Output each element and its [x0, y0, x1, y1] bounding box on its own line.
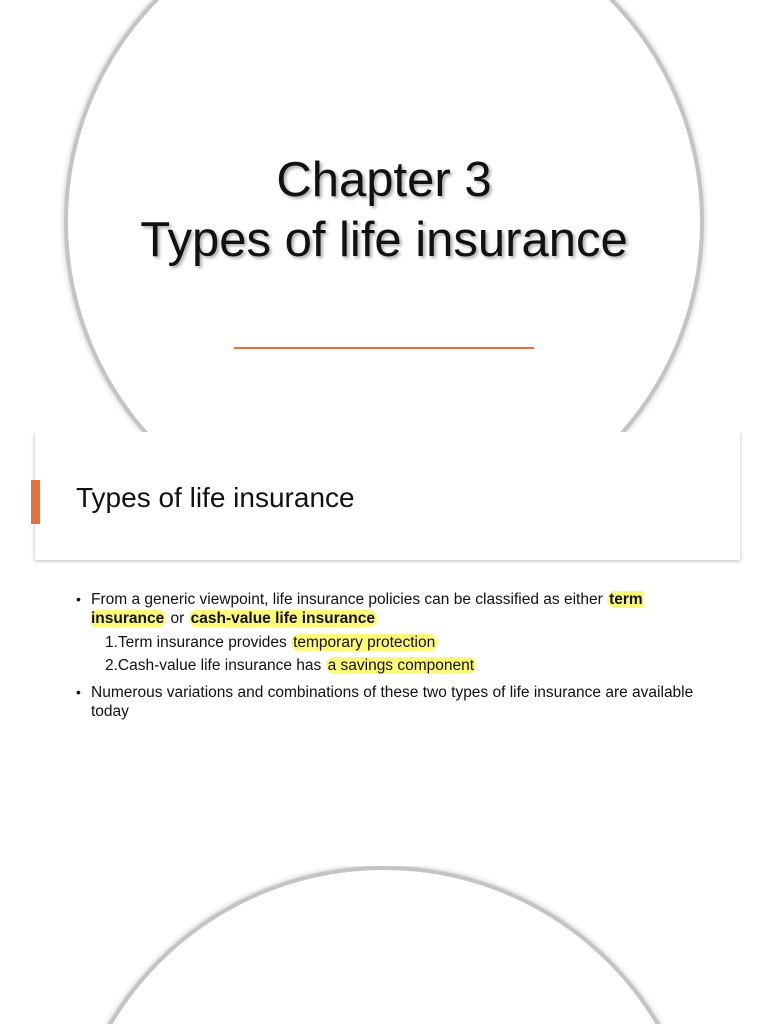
content-slide-title: Types of life insurance: [76, 482, 355, 513]
title-underline: [234, 347, 534, 349]
bullet-item-variations: • Numerous variations and combinations of these two types of life insurance are available today: [76, 683, 716, 721]
sub-item-term: [105, 631, 716, 654]
highlight-savings-component: a savings component: [327, 657, 475, 674]
bullet-item-classification: [76, 590, 716, 628]
content-slide: [0, 432, 768, 866]
numbered-sub-list: [76, 631, 716, 677]
sub-item-cash-value: [105, 654, 716, 677]
connector-text: or: [170, 610, 185, 627]
highlight-term-insurance: term insurance: [91, 591, 643, 627]
slide-title: [0, 150, 768, 270]
accent-bar: [31, 480, 40, 524]
bullet-list: [76, 590, 716, 721]
title-line-chapter: Chapter 3: [276, 153, 492, 207]
sub-item-text: 1.Term insurance provides: [105, 634, 287, 651]
highlight-temporary-protection: temporary protection: [293, 634, 436, 651]
bullet-text: From a generic viewpoint, life insurance policies can be classified as either: [91, 591, 603, 608]
sub-item-text: 2.Cash-value life insurance has: [105, 657, 322, 674]
highlight-cash-value: cash-value life insurance: [190, 610, 376, 627]
title-slide: [0, 0, 768, 432]
title-line-topic: Types of life insurance: [140, 213, 628, 267]
next-slide-fragment: [0, 866, 768, 1024]
decorative-circle: [64, 866, 704, 1024]
